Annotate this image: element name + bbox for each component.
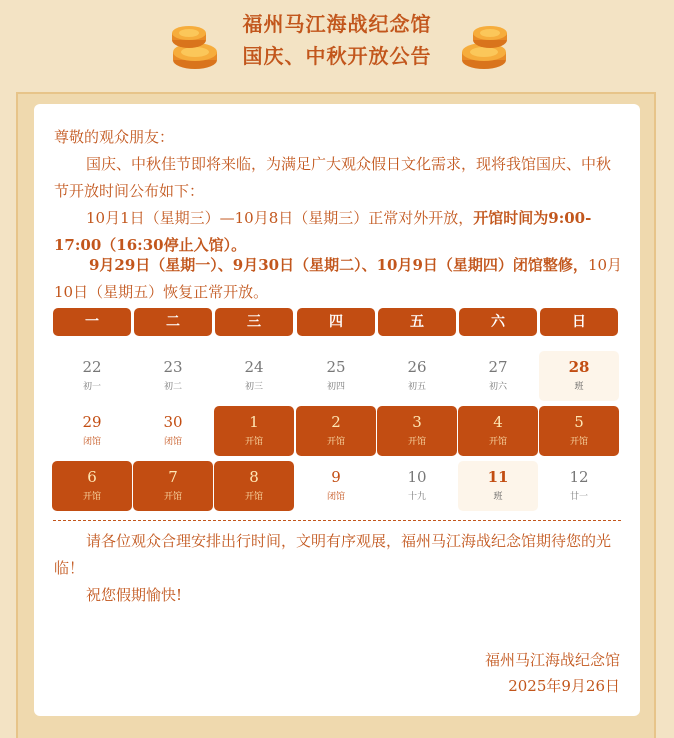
calendar-day xyxy=(539,351,619,401)
calendar-weekday-header xyxy=(53,308,621,338)
calendar-day-number: 29 xyxy=(82,413,102,431)
calendar-day-label: 闭馆 xyxy=(326,492,345,502)
calendar-day xyxy=(458,351,538,401)
calendar-day-number: 2 xyxy=(331,413,341,431)
calendar-day xyxy=(296,461,376,511)
calendar-day-label: 初一 xyxy=(82,382,101,392)
notice-title-line1: 福州马江海战纪念馆 xyxy=(242,12,432,36)
greeting: 尊敬的观众朋友： xyxy=(54,128,175,146)
signature: 福州马江海战纪念馆 xyxy=(484,651,620,669)
calendar-day-number: 6 xyxy=(87,468,97,486)
calendar-day-number: 25 xyxy=(326,358,346,376)
calendar-day-label: 闭馆 xyxy=(163,437,182,447)
calendar-day xyxy=(52,351,132,401)
header xyxy=(0,0,674,92)
calendar-day xyxy=(52,461,132,511)
closure-paragraph xyxy=(54,252,624,306)
calendar-day-number: 3 xyxy=(412,413,422,431)
closure-dates: 9月29日（星期一）、9月30日（星期二）、10月9日（星期四）闭馆整修， xyxy=(89,256,588,274)
calendar-day-number: 5 xyxy=(574,413,584,431)
calendar-day xyxy=(214,406,294,456)
calendar-day-label: 初三 xyxy=(244,382,263,392)
calendar-day-number: 7 xyxy=(168,468,178,486)
calendar-day-number: 9 xyxy=(331,468,341,486)
calendar-day xyxy=(133,351,213,401)
calendar-day-label: 十九 xyxy=(407,492,426,502)
calendar-day-number: 12 xyxy=(569,468,589,486)
calendar-day-label: 开馆 xyxy=(244,492,263,502)
calendar-day-number: 8 xyxy=(249,468,259,486)
calendar-day-label: 开馆 xyxy=(82,492,101,502)
calendar-day xyxy=(214,461,294,511)
calendar-day-label: 班 xyxy=(493,492,503,502)
calendar-day-number: 10 xyxy=(407,468,427,486)
calendar-day-label: 开馆 xyxy=(244,437,263,447)
calendar-day xyxy=(377,351,457,401)
calendar-day-label: 初四 xyxy=(326,382,345,392)
closing-paragraph: 请各位观众合理安排出行时间，文明有序观展，福州马江海战纪念馆期待您的光临！ xyxy=(54,532,612,577)
weekday-header: 三 xyxy=(215,308,293,336)
calendar-day xyxy=(539,406,619,456)
calendar-day-label: 廿一 xyxy=(569,492,588,502)
calendar-day xyxy=(458,406,538,456)
notice-card xyxy=(34,104,640,716)
calendar-day-number: 24 xyxy=(244,358,264,376)
calendar-day-label: 闭馆 xyxy=(82,437,101,447)
calendar-day-label: 初五 xyxy=(407,382,426,392)
calendar-day xyxy=(377,461,457,511)
calendar-day-number: 28 xyxy=(568,358,590,376)
calendar-day xyxy=(296,406,376,456)
weekday-header: 二 xyxy=(134,308,212,336)
calendar-day xyxy=(52,406,132,456)
weekday-header: 五 xyxy=(378,308,456,336)
calendar-day-number: 4 xyxy=(493,413,503,431)
calendar-day-label: 开馆 xyxy=(163,492,182,502)
mooncake-icon xyxy=(458,22,514,72)
weekday-header: 日 xyxy=(540,308,618,336)
intro-paragraph: 国庆、中秋佳节即将来临，为满足广大观众假日文化需求，现将我馆国庆、中秋节开放时间公布如下： xyxy=(54,155,612,200)
calendar-day-number: 11 xyxy=(487,468,509,486)
wishes-text: 祝您假期愉快! xyxy=(86,586,183,604)
calendar-day xyxy=(377,406,457,456)
calendar-day xyxy=(133,461,213,511)
calendar-day-label: 开馆 xyxy=(488,437,507,447)
calendar-day-number: 1 xyxy=(249,413,259,431)
calendar-day-number: 23 xyxy=(163,358,183,376)
calendar-day xyxy=(133,406,213,456)
reopen-date: 10月10日（星期五）恢复正常开放。 xyxy=(54,256,623,301)
calendar-day-label: 开馆 xyxy=(326,437,345,447)
calendar-day-label: 班 xyxy=(574,382,584,392)
calendar-day-number: 22 xyxy=(82,358,102,376)
calendar-day xyxy=(296,351,376,401)
opening-paragraph xyxy=(54,205,624,259)
notice-date: 2025年9月26日 xyxy=(508,677,620,695)
calendar-day xyxy=(458,461,538,511)
opening-hours: 开馆时间为9:00-17:00（16:30停止入馆）。 xyxy=(54,209,592,254)
calendar-day-label: 初二 xyxy=(163,382,182,392)
calendar-day-number: 27 xyxy=(488,358,508,376)
calendar-day xyxy=(214,351,294,401)
calendar-day-label: 初六 xyxy=(488,382,507,392)
calendar-day-label: 开馆 xyxy=(407,437,426,447)
weekday-header: 四 xyxy=(297,308,375,336)
weekday-header: 六 xyxy=(459,308,537,336)
opening-dates: 10月1日（星期三）—10月8日（星期三）正常对外开放， xyxy=(86,209,474,227)
calendar-day-number: 26 xyxy=(407,358,427,376)
calendar-day xyxy=(539,461,619,511)
calendar-day-number: 30 xyxy=(163,413,183,431)
notice-title-line2: 国庆、中秋开放公告 xyxy=(242,44,432,68)
calendar-day-label: 开馆 xyxy=(569,437,588,447)
dashed-divider xyxy=(53,520,621,521)
weekday-header: 一 xyxy=(53,308,131,336)
